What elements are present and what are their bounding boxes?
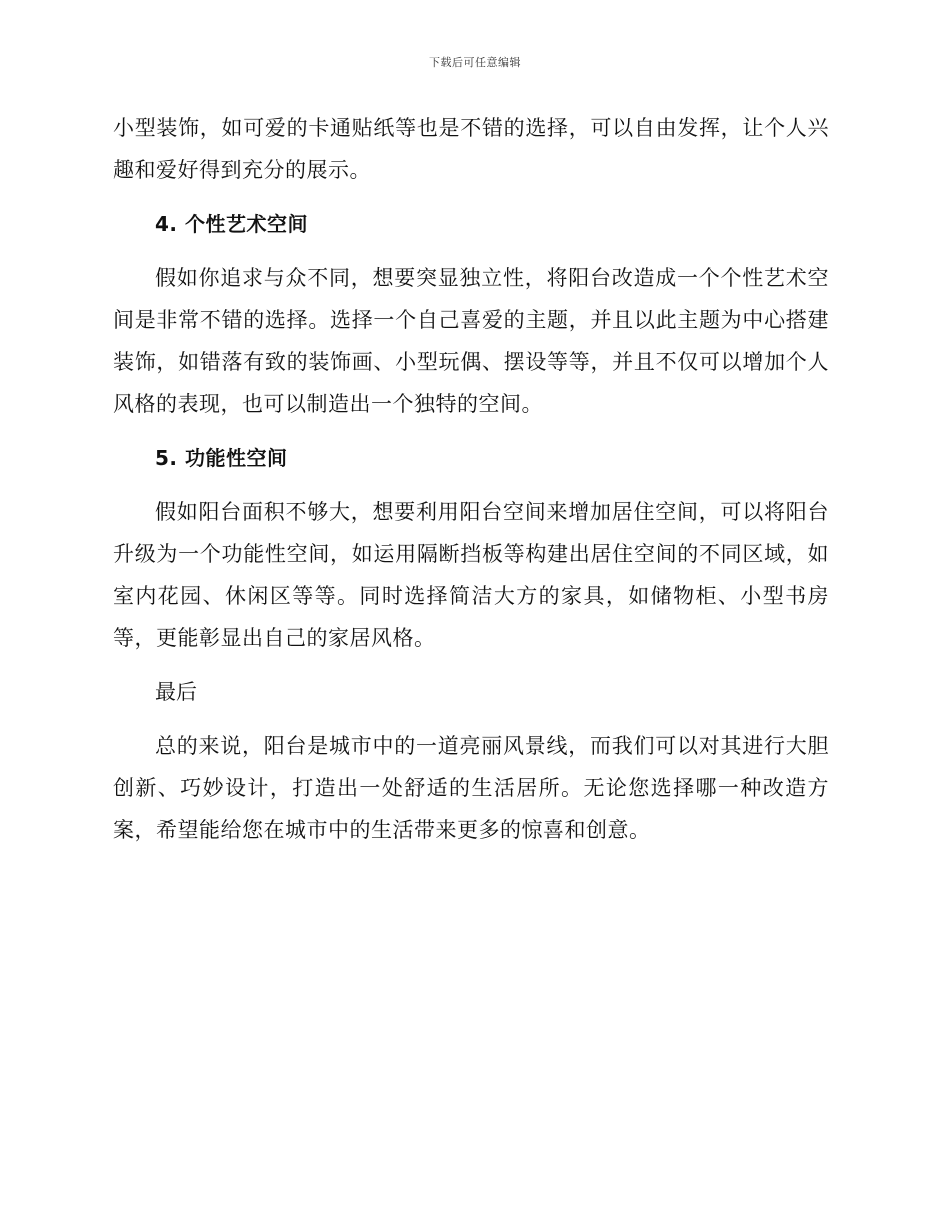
section-4-paragraph: 假如你追求与众不同，想要突显独立性，将阳台改造成一个个性艺术空间是非常不错的选择。选择一个自己喜爱的主题，并且以此主题为中心搭建装饰，如错落有致的装饰画、小型玩偶、摆设等等，并且不仅可以增加个人风格的表现，也可以制造出一个独特的空间。 <box>113 266 829 416</box>
page-header: 下载后可任意编辑 <box>429 56 521 69</box>
paragraph-continuation: 小型装饰，如可爱的卡通贴纸等也是不错的选择，可以自由发挥，让个人兴趣和爱好得到充分的展示。 <box>113 116 829 182</box>
conclusion-heading: 最后 <box>155 680 197 704</box>
section-heading-4: 4. 个性艺术空间 <box>155 212 308 236</box>
section-heading-5: 5. 功能性空间 <box>155 446 288 470</box>
document-body <box>113 107 829 863</box>
section-5-paragraph: 假如阳台面积不够大，想要利用阳台空间来增加居住空间，可以将阳台升级为一个功能性空间，如运用隔断挡板等构建出居住空间的不同区域，如室内花园、休闲区等等。同时选择简洁大方的家具，如储物柜、小型书房等，更能彰显出自己的家居风格。 <box>113 500 829 650</box>
conclusion-paragraph: 总的来说，阳台是城市中的一道亮丽风景线，而我们可以对其进行大胆创新、巧妙设计，打造出一处舒适的生活居所。无论您选择哪一种改造方案，希望能给您在城市中的生活带来更多的惊喜和创意。 <box>113 734 829 842</box>
